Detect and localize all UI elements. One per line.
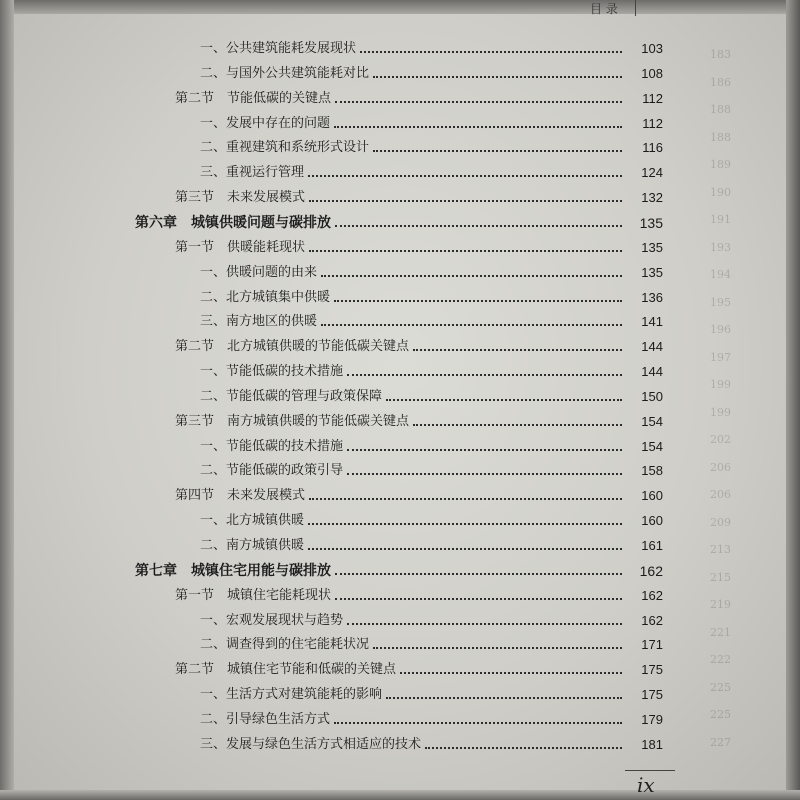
toc-leader-dots [347,623,622,625]
bleed-through-number: 222 [710,653,731,666]
toc-section-entry [0,485,800,507]
toc-page-number: 160 [641,488,663,504]
toc-leader-dots [425,747,622,749]
toc-leader-dots [335,225,622,227]
toc-item-entry [0,386,800,408]
toc-page-number: 150 [641,388,663,404]
toc-leader-dots [309,250,622,252]
toc-entry-title: 第一节 供暖能耗现状 [175,239,306,255]
toc-page-number: 112 [642,90,663,106]
toc-item-entry [0,311,800,333]
toc-leader-dots [308,548,622,550]
toc-leader-dots [309,498,622,500]
toc-entry-title: 第二节 北方城镇供暖的节能低碳关键点 [175,339,410,355]
bleed-through-number: 227 [710,735,731,749]
toc-entry-title: 一、节能低碳的技术措施 [200,364,344,380]
bleed-through-number: 183 [710,48,731,61]
toc-item-entry [0,361,800,383]
toc-item-entry [0,510,800,532]
toc-page-number: 154 [641,438,663,454]
toc-leader-dots [308,523,622,525]
running-head: 目 录 [590,2,618,16]
toc-page-number: 136 [641,289,663,305]
toc-leader-dots [347,374,622,376]
toc-item-entry [0,137,800,159]
toc-leader-dots [386,697,622,699]
toc-leader-dots [335,101,622,103]
toc-page-number: 158 [641,463,663,479]
bleed-through-number: 196 [710,323,731,336]
bleed-through-number: 193 [710,240,731,254]
toc-page-number: 144 [641,339,663,355]
toc-entry-title: 二、节能低碳的管理与政策保障 [200,388,383,404]
toc-entry-title: 一、宏观发展现状与趋势 [200,612,344,628]
toc-item-entry [0,460,800,482]
toc-entry-title: 三、南方地区的供暖 [200,314,318,330]
bleed-through-number: 215 [710,570,731,584]
toc-item-entry [0,684,800,706]
toc-entry-title: 一、生活方式对建筑能耗的影响 [200,687,383,703]
toc-entry-title: 第三节 南方城镇供暖的节能低碳关键点 [175,413,410,429]
toc-entry-title: 一、发展中存在的问题 [200,115,331,131]
toc-leader-dots [373,647,622,649]
toc-entry-title: 二、调查得到的住宅能耗状况 [200,637,370,653]
toc-entry-title: 二、与国外公共建筑能耗对比 [200,65,370,81]
toc-entry-title: 三、重视运行管理 [200,165,305,181]
toc-entry-title: 第二节 城镇住宅节能和低碳的关键点 [175,662,397,678]
bleed-through-number: 209 [710,515,731,529]
toc-item-entry [0,634,800,656]
toc-entry-title: 一、北方城镇供暖 [200,513,305,529]
bleed-through-number: 189 [710,158,731,171]
bleed-through-number: 219 [710,598,731,611]
toc-section-entry [0,659,800,681]
toc-chapter-entry [0,212,800,234]
toc-page-number: 181 [641,736,663,752]
toc-leader-dots [347,449,622,451]
toc-item-entry [0,287,800,309]
toc-page-number: 141 [641,314,663,330]
toc-section-entry [0,336,800,358]
toc-leader-dots [373,150,622,152]
bleed-through-number: 206 [710,488,731,501]
toc-leader-dots [335,598,622,600]
toc-leader-dots [309,200,622,202]
toc-page-number: 108 [641,65,663,81]
toc-page-number: 144 [641,364,663,380]
toc-item-entry [0,734,800,756]
bleed-through-number: 194 [710,268,731,281]
toc-entry-title: 二、南方城镇供暖 [200,538,305,553]
toc-page-number: 175 [641,662,663,678]
toc-page-number: 175 [641,687,663,703]
toc-page-number: 132 [641,190,663,206]
toc-leader-dots [360,51,622,53]
toc-entry-title: 二、北方城镇集中供暖 [200,289,331,305]
bleed-through-number: 225 [710,680,731,694]
toc-entry-title: 二、节能低碳的政策引导 [200,463,344,479]
toc-page-number: 162 [641,587,663,603]
toc-entry-title: 第六章 城镇供暖问题与碳排放 [135,214,331,231]
toc-entry-title: 第四节 未来发展模式 [175,488,306,504]
bleed-through-number: 221 [710,625,731,639]
toc-item-entry [0,709,800,731]
toc-item-entry [0,113,800,135]
toc-page-number: 160 [641,513,663,529]
folio-rule [625,770,675,771]
toc-entry-title: 一、公共建筑能耗发展现状 [200,41,357,56]
toc-chapter-entry [0,560,800,582]
page-folio: ix [637,773,655,797]
toc-page-number: 135 [641,239,663,255]
toc-leader-dots [413,349,622,351]
toc-entry-title: 二、引导绿色生活方式 [200,711,331,727]
bleed-through-number: 188 [710,103,731,116]
bleed-through-number: 213 [710,543,731,556]
bleed-through-number: 206 [710,460,731,474]
toc-page-number: 124 [641,165,663,181]
bleed-through-number: 225 [710,708,731,721]
toc-page-number: 161 [641,538,663,553]
toc-item-entry [0,38,800,60]
bleed-through-number: 199 [710,405,731,419]
toc-page-number: 179 [641,711,663,727]
toc-leader-dots [321,275,622,277]
toc-item-entry [0,262,800,284]
toc-page-number: 162 [639,562,663,579]
toc-entry-title: 二、重视建筑和系统形式设计 [200,140,370,156]
toc-leader-dots [386,399,622,401]
toc-entry-title: 三、发展与绿色生活方式相适应的技术 [200,736,422,752]
toc-page-number: 135 [641,264,663,280]
toc-page-number: 171 [641,637,663,653]
toc-item-entry [0,610,800,632]
bleed-through-number: 191 [710,213,731,226]
toc-leader-dots [321,324,622,326]
toc-section-entry [0,237,800,259]
bleed-through-number: 199 [710,378,731,391]
toc-leader-dots [373,76,622,78]
toc-leader-dots [334,722,622,724]
toc-entry-title: 第七章 城镇住宅用能与碳排放 [135,562,331,579]
toc-page-number: 112 [642,115,663,131]
toc-entry-title: 第二节 节能低碳的关键点 [175,90,332,106]
toc-leader-dots [334,300,622,302]
bleed-through-number: 202 [710,433,731,446]
toc-section-entry [0,88,800,110]
bleed-through-number: 197 [710,350,731,364]
toc-entry-title: 第三节 未来发展模式 [175,190,306,206]
toc-leader-dots [413,424,622,426]
toc-leader-dots [308,175,622,177]
bleed-through-number: 188 [710,130,731,144]
toc-item-entry [0,436,800,458]
toc-section-entry [0,585,800,607]
toc-page-number: 116 [642,140,663,156]
toc-page-number: 135 [639,214,663,231]
toc-entry-title: 第一节 城镇住宅能耗现状 [175,587,332,603]
toc-page-number: 162 [641,612,663,628]
toc-item-entry [0,63,800,85]
toc-entry-title: 一、供暖问题的由来 [200,264,318,280]
toc-section-entry [0,187,800,209]
bleed-through-number: 186 [710,75,731,89]
toc-item-entry [0,162,800,184]
toc-entry-title: 一、节能低碳的技术措施 [200,438,344,454]
toc-page-number: 154 [641,413,663,429]
toc-leader-dots [335,573,622,575]
toc-section-entry [0,411,800,433]
toc-item-entry [0,535,800,557]
toc-leader-dots [400,672,622,674]
toc-leader-dots [347,473,622,475]
bleed-through-number: 190 [710,185,731,199]
bleed-through-number: 195 [710,295,731,309]
toc-page-number: 103 [641,41,663,56]
toc-leader-dots [334,126,622,128]
